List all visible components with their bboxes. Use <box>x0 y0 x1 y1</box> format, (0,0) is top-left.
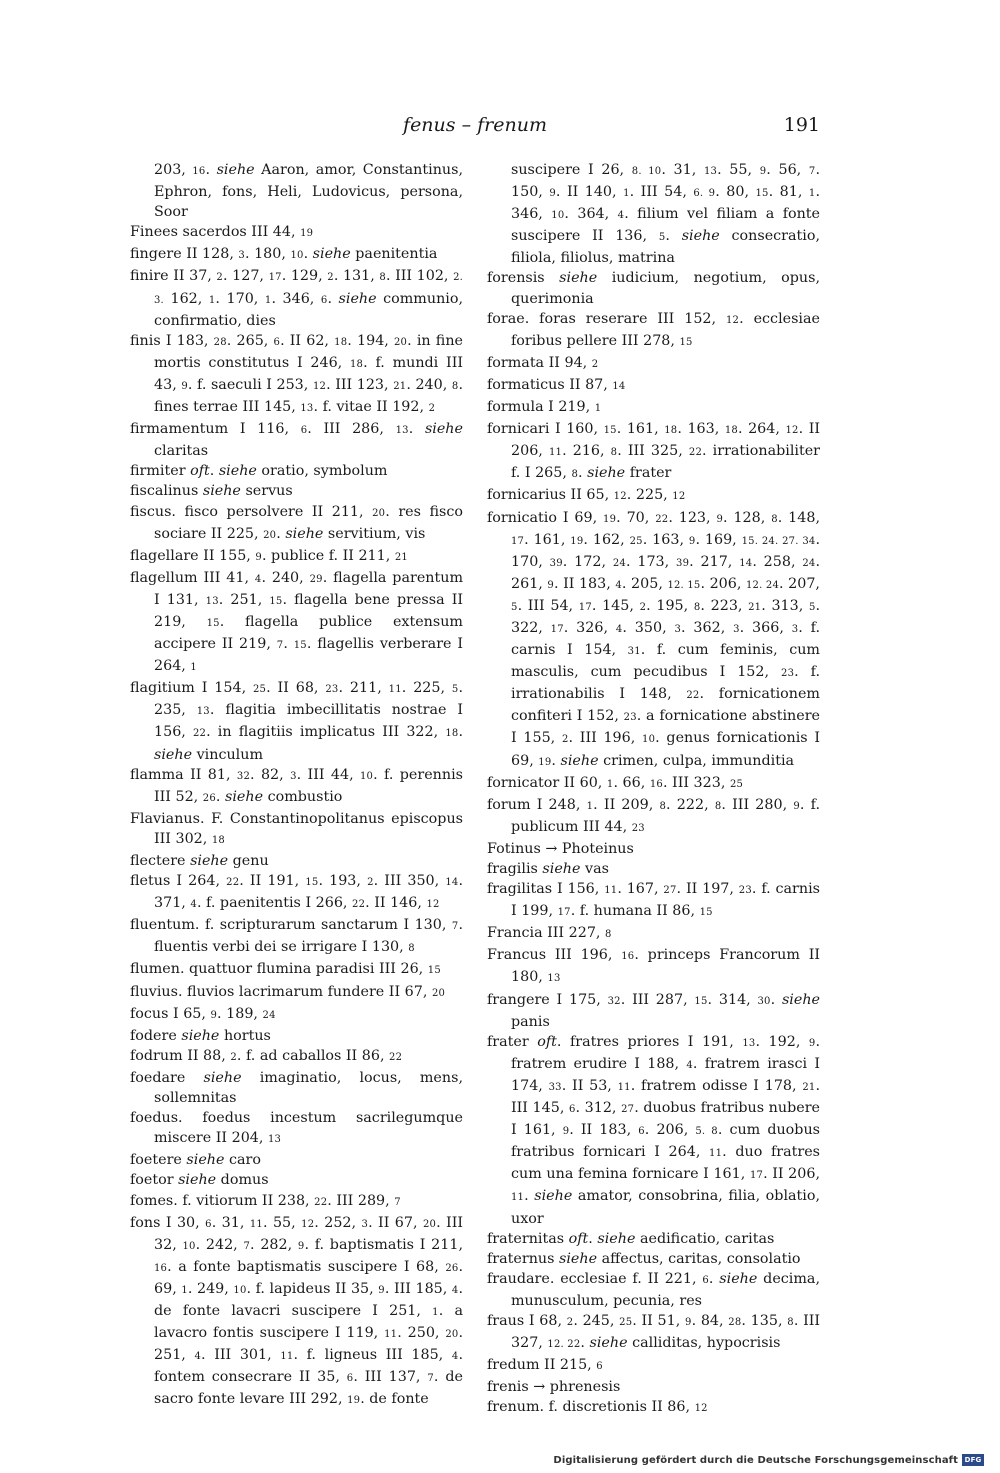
index-entry: suscipere I 26, 8. 10. 31, 13. 55, 9. 56, 7. 150, 9. II 140, 1. III 54, 6. 9. 80, 15. 81, 1. 346, 10. 364, 4. filium vel filiam a fonte suscipere II 136, 5. siehe consecratio, filiola, filiolus, matrina <box>511 162 821 267</box>
index-entry: focus I 65, 9. 189, 24 <box>130 1005 276 1022</box>
index-entry: fiscalinus siehe servus <box>130 483 293 500</box>
index-entry: firmamentum I 116, 6. III 286, 13. siehe claritas <box>130 421 463 460</box>
dfg-logo: DFG <box>962 1454 984 1466</box>
index-entry: finis I 183, 28. 265, 6. II 62, 18. 194, 20. in fine mortis constitutus I 246, 18. f. mundi III 43, 9. f. saeculi I 253, 12. III 123, 21. 240, 8. fines terrae III 145, 13. f. vitae II 192, 2 <box>130 332 463 416</box>
index-entry: foetere siehe caro <box>130 1152 261 1169</box>
index-entry: fornicator II 60, 1. 66, 16. III 323, 25 <box>487 774 744 791</box>
running-title: fenus – frenum <box>403 114 547 136</box>
index-entry: Francia III 227, 8 <box>487 925 612 942</box>
index-entry: forae. foras reserare III 152, 12. ecclesiae foribus pellere III 278, 15 <box>487 310 820 349</box>
index-entry: fragilis siehe vas <box>487 861 609 877</box>
index-entry: flamma II 81, 32. 82, 3. III 44, 10. f. perennis III 52, 26. siehe combustio <box>130 766 463 805</box>
index-entry: fons I 30, 6. 31, 11. 55, 12. 252, 3. II 67, 20. III 32, 10. 242, 7. 282, 9. f. baptismatis I 211, 16. a fonte baptismatis suscipere I 68, 26. 69, 1. 249, 10. f. lapideus II 35, 9. III 185, 4. de fonte lavacri suscipere I 251, 1. a lavacro fontis suscipere I 119, 11. 250, 20. 251, 4. III 301, 11. f. ligneus III 185, 4. fontem consecrare II 35, 6. III 137, 7. de sacro fonte levare III 292, 19. de fonte <box>130 1214 464 1408</box>
index-entry: fredum II 215, 6 <box>487 1357 603 1374</box>
index-entry: formata II 94, 2 <box>487 354 599 371</box>
index-entry: flagellum III 41, 4. 240, 29. flagella parentum I 131, 13. 251, 15. flagella bene pressa II 219, 15. flagella publice extensum accipere II 219, 7. 15. flagellis verberare I 264, 1 <box>130 569 464 675</box>
index-entry: flumen. quattuor flumina paradisi III 26, 15 <box>130 961 441 978</box>
index-entry: formaticus II 87, 14 <box>487 376 626 393</box>
index-entry: fragilitas I 156, 11. 167, 27. II 197, 23. f. carnis I 199, 17. f. humana II 86, 15 <box>487 881 820 920</box>
index-entry: forum I 248, 1. II 209, 8. 222, 8. III 280, 9. f. publicum III 44, 23 <box>487 796 820 835</box>
index-entry: fingere II 128, 3. 180, 10. siehe paenitentia <box>130 246 438 263</box>
index-entry: flagitium I 154, 25. II 68, 23. 211, 11. 225, 5. 235, 13. flagitia imbecillitatis nostrae I 156, 22. in flagitiis implicatus III 322, 18. siehe vinculum <box>130 680 464 763</box>
page-number: 191 <box>783 114 820 136</box>
index-entry: fornicari I 160, 15. 161, 18. 163, 18. 264, 12. II 206, 11. 216, 8. III 325, 22. irrationabiliter f. I 265, 8. siehe frater <box>487 421 821 482</box>
index-entry: frenis → phrenesis <box>487 1379 621 1396</box>
index-entry: fodere siehe hortus <box>130 1027 271 1044</box>
index-entry: fomes. f. vitiorum II 238, 22. III 289, 7 <box>130 1192 401 1209</box>
index-entry: fraternus siehe affectus, caritas, consolatio <box>487 1250 801 1267</box>
index-entry: forensis siehe iudicium, negotium, opus, querimonia <box>487 270 820 307</box>
index-entry: frenum. f. discretionis II 86, 12 <box>487 1399 708 1416</box>
index-entry: foedare siehe imaginatio, locus, mens, sollemnitas <box>130 1069 463 1107</box>
index-entry: foetor siehe domus <box>130 1172 269 1189</box>
index-entry: Finees sacerdos III 44, 19 <box>130 224 314 241</box>
index-entry: fiscus. fisco persolvere II 211, 20. res fisco sociare II 225, 20. siehe servitium, vis <box>130 503 463 542</box>
index-entry: frangere I 175, 32. III 287, 15. 314, 30. siehe panis <box>487 991 821 1030</box>
index-entry: fluentum. f. scripturarum sanctarum I 130, 7. fluentis verbi dei se irrigare I 130, 8 <box>130 917 463 956</box>
index-entry: finire II 37, 2. 127, 17. 129, 2. 131, 8. III 102, 2. 3. 162, 1. 170, 1. 346, 6. siehe communio, confirmatio, dies <box>130 268 464 329</box>
index-entry: fraternitas oft. siehe aedificatio, caritas <box>487 1230 775 1247</box>
index-entry: frater oft. fratres priores I 191, 13. 192, 9. fratrem erudire I 188, 4. fratrem irasci I 174, 33. II 53, 11. fratrem odisse I 178, 21. III 145, 6. 312, 27. duobus fratribus nubere I 161, 9. II 183, 6. 206, 5. 8. cum duobus fratribus fornicari I 264, 11. duo fratres cum una femina fornicare I 161, 17. II 206, 11. siehe amator, consobrina, filia, oblatio, uxor <box>487 1033 821 1227</box>
index-column-left <box>130 160 463 1411</box>
index-entry: fletus I 264, 22. II 191, 15. 193, 2. III 350, 14. 371, 4. f. paenitentis I 266, 22. II 146, 12 <box>130 873 463 912</box>
index-entry: flectere siehe genu <box>130 853 269 869</box>
index-entry: fluvius. fluvios lacrimarum fundere II 67, 20 <box>130 983 446 1000</box>
index-entry: 203, 16. siehe Aaron, amor, Constantinus, Ephron, fons, Heli, Ludovicus, persona, Soor <box>154 162 463 221</box>
index-entry: formula I 219, 1 <box>487 399 602 416</box>
index-entry: foedus. foedus incestum sacrilegumque miscere II 204, 13 <box>130 1110 463 1147</box>
index-entry: fodrum II 88, 2. f. ad caballos II 86, 22 <box>130 1047 403 1064</box>
index-column-right <box>487 160 820 1419</box>
index-entry: fraus I 68, 2. 245, 25. II 51, 9. 84, 28. 135, 8. III 327, 12. 22. siehe calliditas, hypocrisis <box>487 1312 821 1352</box>
footer-credit <box>553 1453 984 1467</box>
index-entry: flagellare II 155, 9. publice f. II 211, 21 <box>130 547 408 564</box>
index-entry: fornicarius II 65, 12. 225, 12 <box>487 487 686 504</box>
index-entry: fornicatio I 69, 19. 70, 22. 123, 9. 128, 8. 148, 17. 161, 19. 162, 25. 163, 9. 169, 15. 24. 27. 34. 170, 39. 172, 24. 173, 39. 217, 14. 258, 24. 261, 9. II 183, 4. 205, 12. 15. 206, 12. 24. 207, 5. III 54, 17. 145, 2. 195, 8. 223, 21. 313, 5. 322, 17. 326, 4. 350, 3. 362, 3. 366, 3. f. carnis I 154, 31. f. cum feminis, cum masculis, cum pecudibus I 152, 23. f. irrationabilis I 148, 22. fornicationem confiteri I 152, 23. a fornicatione abstinere I 155, 2. III 196, 10. genus fornicationis I 69, 19. siehe crimen, culpa, immunditia <box>487 509 821 769</box>
page-header <box>130 114 820 144</box>
index-entry: Fotinus → Photeinus <box>487 840 634 857</box>
index-entry: fraudare. ecclesiae f. II 221, 6. siehe decima, munusculum, pecunia, res <box>487 1270 820 1309</box>
index-entry: firmiter oft. siehe oratio, symbolum <box>130 463 388 480</box>
index-entry: Flavianus. F. Constantinopolitanus episcopus III 302, 18 <box>130 810 463 847</box>
index-entry: Francus III 196, 16. princeps Francorum II 180, 13 <box>487 947 820 986</box>
footer-text: Digitalisierung gefördert durch die Deutsche Forschungsgemeinschaft <box>553 1454 958 1466</box>
